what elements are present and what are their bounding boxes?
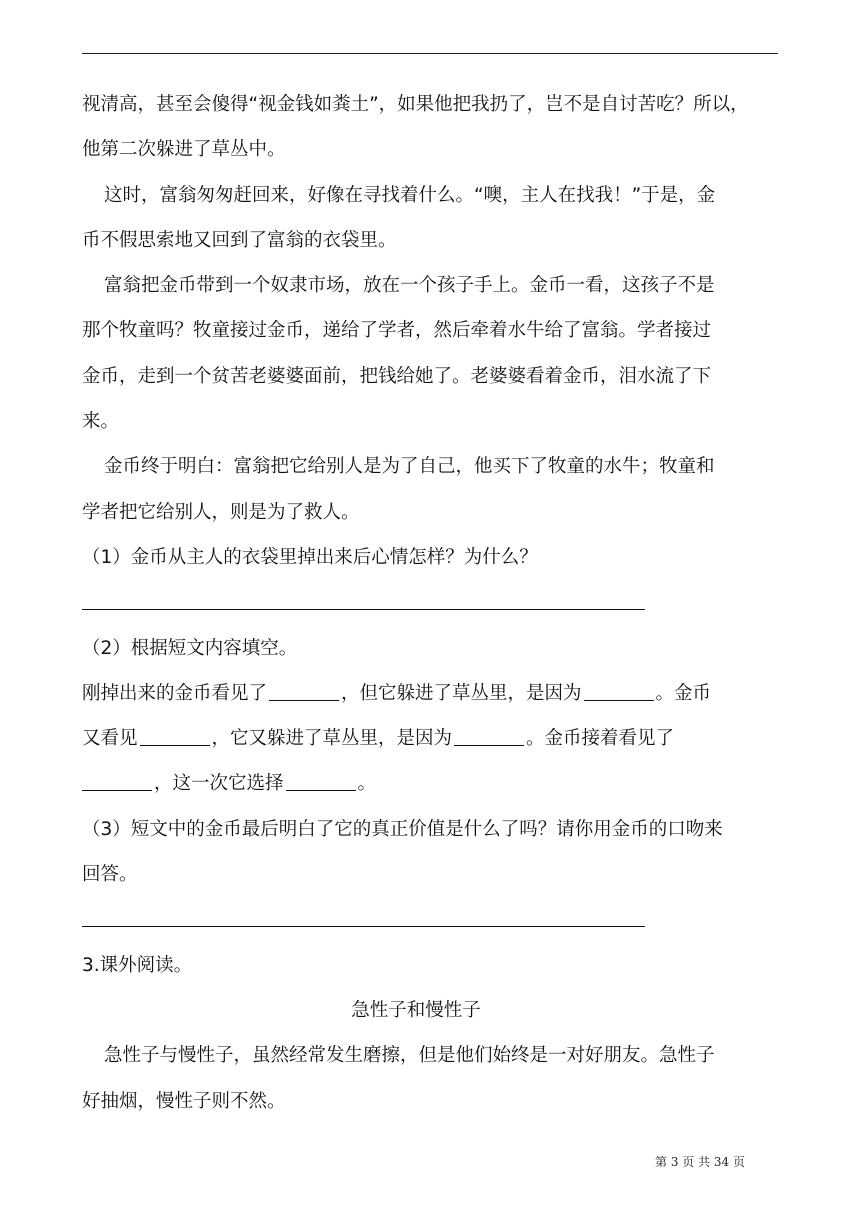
question-3-cont: 回答。 — [82, 864, 138, 886]
fill-text: ，但它躲进了草丛里，是因为 — [341, 682, 582, 704]
page-number: 第 3 页 共 34 页 — [655, 1155, 745, 1169]
fill-blank — [82, 770, 152, 791]
fill-blank — [584, 680, 654, 701]
question-3: （3）短文中的金币最后明白了它的真正价值是什么了吗？请你用金币的口吻来 — [82, 818, 723, 840]
fill-text: 刚掉出来的金币看见了 — [82, 682, 268, 704]
paragraph-line: 学者把它给别人，则是为了救人。 — [82, 501, 360, 523]
fill-text: 又看见 — [82, 728, 138, 750]
answer-line-3 — [82, 897, 782, 942]
header-rule — [82, 53, 778, 54]
fill-text: 。金币接着看见了 — [526, 728, 675, 750]
paragraph-line: 急性子与慢性子，虽然经常发生磨擦，但是他们始终是一对好朋友。急性子 — [104, 1045, 715, 1067]
fill-text: 。金币 — [655, 682, 712, 704]
fill-text: 。 — [357, 773, 377, 795]
fill-blank — [454, 725, 524, 746]
fill-line-2 — [82, 716, 782, 761]
fill-line-1 — [82, 671, 782, 716]
article-title: 急性子和慢性子 — [351, 999, 481, 1021]
section-heading: 3.课外阅读。 — [82, 954, 193, 976]
document-body — [82, 82, 782, 1124]
question-2-title: （2）根据短文内容填空。 — [82, 637, 298, 659]
paragraph-line: 好抽烟，慢性子则不然。 — [82, 1090, 286, 1112]
fill-line-3 — [82, 761, 782, 806]
fill-blank — [269, 680, 339, 701]
paragraph-line: 那个牧童吗？牧童接过金币，递给了学者，然后牵着水牛给了富翁。学者接过 — [82, 320, 712, 342]
paragraph-line: 币不假思索地又回到了富翁的衣袋里。 — [82, 229, 397, 251]
fill-text: ，这一次它选择 — [154, 773, 284, 795]
fill-text: ，它又躲进了草丛里，是因为 — [211, 728, 453, 750]
paragraph-line: 金币终于明白：富翁把它给别人是为了自己，他买下了牧童的水牛；牧童和 — [104, 456, 715, 478]
paragraph-line: 这时，富翁匆匆赶回来，好像在寻找着什么。“噢，主人在找我！”于是，金 — [104, 184, 716, 206]
paragraph-line: 来。 — [82, 411, 120, 433]
paragraph-line: 富翁把金币带到一个奴隶市场，放在一个孩子手上。金币一看，这孩子不是 — [104, 275, 715, 297]
fill-blank — [140, 725, 210, 746]
paragraph-line: 他第二次躲进了草丛中。 — [82, 139, 286, 161]
question-1: （1）金币从主人的衣袋里掉出来后心情怎样？为什么？ — [82, 546, 538, 568]
fill-blank — [286, 770, 356, 791]
paragraph-line: 金币，走到一个贫苦老婆婆面前，把钱给她了。老婆婆看着金币，泪水流了下 — [82, 365, 712, 387]
paragraph-line: 视清高，甚至会傻得“视金钱如粪土”，如果他把我扔了，岂不是自讨苦吃？所以， — [82, 94, 749, 115]
answer-line-1 — [82, 580, 782, 625]
